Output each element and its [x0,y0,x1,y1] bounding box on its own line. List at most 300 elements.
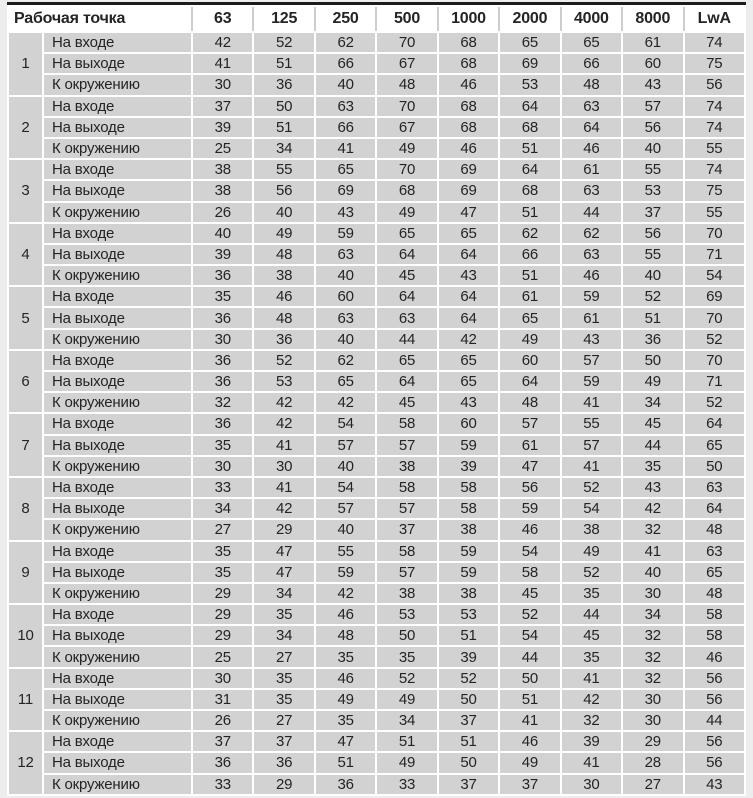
value-cell: 52 [439,669,498,688]
value-cell: 37 [623,203,682,222]
value-cell: 42 [254,499,313,518]
value-cell: 29 [193,605,252,624]
value-cell: 64 [500,372,559,391]
value-cell: 39 [193,118,252,137]
header-row [9,7,744,31]
row-label: К окружению [44,330,191,349]
row-label: К окружению [44,203,191,222]
value-cell: 37 [500,775,559,794]
value-cell: 45 [500,584,559,603]
row-label: К окружению [44,75,191,94]
header-frequency: 1000 [439,7,498,31]
value-cell: 57 [500,414,559,433]
value-cell: 68 [439,97,498,116]
table-row [9,97,744,116]
row-label: На выходе [44,181,191,200]
value-cell: 68 [439,118,498,137]
value-cell: 54 [562,499,621,518]
value-cell: 55 [254,160,313,179]
row-label: На входе [44,732,191,751]
value-cell: 74 [685,160,745,179]
value-cell: 59 [562,372,621,391]
value-cell: 40 [316,266,375,285]
value-cell: 36 [254,75,313,94]
value-cell: 33 [193,478,252,497]
value-cell: 48 [377,75,436,94]
header-frequency: 4000 [562,7,621,31]
value-cell: 46 [685,647,745,666]
value-cell: 71 [685,372,745,391]
value-cell: 54 [316,414,375,433]
operating-point-number: 6 [9,351,42,413]
value-cell: 51 [254,54,313,73]
value-cell: 32 [623,647,682,666]
value-cell: 63 [562,97,621,116]
value-cell: 53 [377,605,436,624]
value-cell: 30 [623,584,682,603]
value-cell: 75 [685,181,745,200]
value-cell: 43 [623,478,682,497]
row-label: К окружению [44,457,191,476]
value-cell: 56 [685,690,745,709]
row-label: На выходе [44,753,191,772]
value-cell: 57 [316,436,375,455]
value-cell: 68 [500,181,559,200]
value-cell: 74 [685,33,745,52]
value-cell: 30 [623,711,682,730]
header-frequency: 125 [254,7,313,31]
value-cell: 61 [562,308,621,327]
value-cell: 47 [439,203,498,222]
value-cell: 49 [316,690,375,709]
value-cell: 25 [193,647,252,666]
value-cell: 42 [439,330,498,349]
value-cell: 74 [685,97,745,116]
value-cell: 26 [193,711,252,730]
value-cell: 70 [685,224,745,243]
row-label: На входе [44,605,191,624]
value-cell: 35 [316,647,375,666]
value-cell: 39 [439,647,498,666]
table-row [9,414,744,433]
table-row [9,372,744,391]
table-row [9,669,744,688]
value-cell: 34 [254,584,313,603]
value-cell: 64 [439,308,498,327]
value-cell: 54 [685,266,745,285]
value-cell: 49 [377,690,436,709]
value-cell: 36 [193,372,252,391]
row-label: На выходе [44,54,191,73]
value-cell: 65 [685,563,745,582]
value-cell: 43 [685,775,745,794]
value-cell: 59 [439,436,498,455]
table-row [9,563,744,582]
value-cell: 55 [623,160,682,179]
value-cell: 30 [193,669,252,688]
value-cell: 63 [685,542,745,561]
value-cell: 65 [377,351,436,370]
value-cell: 58 [685,605,745,624]
value-cell: 29 [623,732,682,751]
table-row [9,330,744,349]
value-cell: 63 [316,308,375,327]
value-cell: 50 [254,97,313,116]
table-row [9,139,744,158]
value-cell: 36 [193,753,252,772]
value-cell: 64 [377,287,436,306]
value-cell: 52 [562,478,621,497]
value-cell: 40 [193,224,252,243]
value-cell: 32 [623,669,682,688]
value-cell: 35 [254,690,313,709]
value-cell: 59 [316,224,375,243]
value-cell: 51 [623,308,682,327]
value-cell: 46 [500,732,559,751]
value-cell: 74 [685,118,745,137]
value-cell: 30 [254,457,313,476]
table-row [9,690,744,709]
value-cell: 71 [685,245,745,264]
value-cell: 52 [500,605,559,624]
value-cell: 39 [562,732,621,751]
value-cell: 34 [623,605,682,624]
table-row [9,711,744,730]
value-cell: 27 [623,775,682,794]
value-cell: 30 [623,690,682,709]
value-cell: 41 [623,542,682,561]
table-row [9,224,744,243]
table-row [9,308,744,327]
value-cell: 55 [623,245,682,264]
value-cell: 54 [500,626,559,645]
value-cell: 29 [254,775,313,794]
table-row [9,33,744,52]
value-cell: 70 [685,351,745,370]
value-cell: 39 [193,245,252,264]
row-label: К окружению [44,393,191,412]
value-cell: 38 [439,520,498,539]
value-cell: 50 [685,457,745,476]
value-cell: 48 [254,245,313,264]
value-cell: 50 [623,351,682,370]
table-row [9,626,744,645]
value-cell: 44 [562,605,621,624]
value-cell: 64 [685,499,745,518]
value-cell: 51 [254,118,313,137]
value-cell: 30 [562,775,621,794]
value-cell: 66 [562,54,621,73]
operating-point-number: 4 [9,224,42,286]
value-cell: 35 [254,669,313,688]
value-cell: 41 [562,393,621,412]
value-cell: 43 [439,393,498,412]
value-cell: 52 [562,563,621,582]
value-cell: 65 [377,224,436,243]
row-label: На выходе [44,308,191,327]
value-cell: 69 [500,54,559,73]
table-row [9,436,744,455]
value-cell: 42 [193,33,252,52]
value-cell: 38 [439,584,498,603]
value-cell: 64 [500,97,559,116]
value-cell: 41 [316,139,375,158]
value-cell: 45 [562,626,621,645]
value-cell: 40 [316,457,375,476]
value-cell: 54 [316,478,375,497]
operating-point-number: 9 [9,542,42,604]
value-cell: 35 [377,647,436,666]
value-cell: 42 [562,690,621,709]
value-cell: 41 [500,711,559,730]
value-cell: 52 [377,669,436,688]
value-cell: 32 [623,626,682,645]
value-cell: 37 [193,732,252,751]
value-cell: 50 [377,626,436,645]
table-row [9,753,744,772]
value-cell: 40 [623,139,682,158]
value-cell: 62 [316,351,375,370]
value-cell: 69 [439,160,498,179]
value-cell: 35 [193,436,252,455]
value-cell: 56 [254,181,313,200]
table-row [9,584,744,603]
table-row [9,181,744,200]
operating-point-number: 8 [9,478,42,540]
value-cell: 42 [623,499,682,518]
value-cell: 58 [685,626,745,645]
operating-point-number: 3 [9,160,42,222]
value-cell: 46 [439,75,498,94]
value-cell: 49 [562,542,621,561]
value-cell: 59 [562,287,621,306]
value-cell: 49 [623,372,682,391]
header-frequency: 2000 [500,7,559,31]
value-cell: 29 [254,520,313,539]
value-cell: 41 [562,753,621,772]
value-cell: 58 [439,478,498,497]
value-cell: 68 [439,33,498,52]
value-cell: 35 [193,563,252,582]
value-cell: 40 [254,203,313,222]
row-label: На выходе [44,563,191,582]
value-cell: 49 [377,139,436,158]
value-cell: 37 [193,97,252,116]
value-cell: 52 [254,33,313,52]
value-cell: 53 [500,75,559,94]
value-cell: 63 [562,245,621,264]
value-cell: 68 [500,118,559,137]
value-cell: 38 [193,160,252,179]
value-cell: 32 [193,393,252,412]
row-label: На входе [44,478,191,497]
value-cell: 41 [562,669,621,688]
value-cell: 46 [316,605,375,624]
value-cell: 38 [193,181,252,200]
value-cell: 68 [377,181,436,200]
value-cell: 30 [193,330,252,349]
value-cell: 69 [439,181,498,200]
value-cell: 35 [316,711,375,730]
value-cell: 33 [193,775,252,794]
header-frequency: 63 [193,7,252,31]
value-cell: 57 [377,563,436,582]
value-cell: 66 [316,54,375,73]
table-body [9,33,744,794]
value-cell: 34 [193,499,252,518]
value-cell: 40 [623,266,682,285]
value-cell: 30 [193,457,252,476]
value-cell: 53 [254,372,313,391]
row-label: К окружению [44,584,191,603]
value-cell: 67 [377,54,436,73]
header-operating-point: Рабочая точка [9,7,191,31]
table-row [9,520,744,539]
value-cell: 35 [623,457,682,476]
value-cell: 47 [254,563,313,582]
value-cell: 69 [685,287,745,306]
value-cell: 65 [500,308,559,327]
value-cell: 31 [193,690,252,709]
row-label: На выходе [44,436,191,455]
row-label: На входе [44,669,191,688]
row-label: На входе [44,287,191,306]
value-cell: 51 [500,139,559,158]
value-cell: 55 [316,542,375,561]
operating-point-number: 12 [9,732,42,794]
row-label: К окружению [44,520,191,539]
value-cell: 64 [562,118,621,137]
value-cell: 30 [193,75,252,94]
value-cell: 44 [685,711,745,730]
value-cell: 35 [193,287,252,306]
value-cell: 46 [439,139,498,158]
row-label: К окружению [44,647,191,666]
value-cell: 57 [377,499,436,518]
value-cell: 64 [685,414,745,433]
value-cell: 46 [254,287,313,306]
value-cell: 40 [623,563,682,582]
value-cell: 58 [377,542,436,561]
table-row [9,478,744,497]
value-cell: 44 [500,647,559,666]
value-cell: 50 [439,690,498,709]
header-frequency: LwA [685,7,745,31]
value-cell: 28 [623,753,682,772]
value-cell: 56 [623,224,682,243]
value-cell: 25 [193,139,252,158]
table-row [9,287,744,306]
value-cell: 64 [439,245,498,264]
value-cell: 62 [562,224,621,243]
value-cell: 48 [562,75,621,94]
value-cell: 51 [316,753,375,772]
table-row [9,732,744,751]
value-cell: 33 [377,775,436,794]
table-row [9,203,744,222]
value-cell: 51 [500,690,559,709]
value-cell: 36 [193,266,252,285]
value-cell: 49 [254,224,313,243]
value-cell: 65 [685,436,745,455]
value-cell: 65 [439,224,498,243]
value-cell: 45 [377,266,436,285]
value-cell: 47 [254,542,313,561]
table-row [9,266,744,285]
operating-point-number: 1 [9,33,42,95]
value-cell: 37 [439,775,498,794]
table-row [9,393,744,412]
row-label: К окружению [44,266,191,285]
value-cell: 37 [254,732,313,751]
value-cell: 69 [316,181,375,200]
table-row [9,351,744,370]
value-cell: 51 [439,626,498,645]
value-cell: 34 [377,711,436,730]
value-cell: 29 [193,626,252,645]
value-cell: 56 [685,75,745,94]
value-cell: 55 [562,414,621,433]
value-cell: 53 [623,181,682,200]
value-cell: 66 [500,245,559,264]
value-cell: 61 [500,436,559,455]
value-cell: 51 [500,266,559,285]
table-row [9,118,744,137]
row-label: На входе [44,542,191,561]
operating-point-number: 10 [9,605,42,667]
value-cell: 58 [439,499,498,518]
value-cell: 51 [377,732,436,751]
value-cell: 37 [439,711,498,730]
value-cell: 32 [562,711,621,730]
value-cell: 68 [439,54,498,73]
value-cell: 56 [685,753,745,772]
row-label: На входе [44,33,191,52]
row-label: К окружению [44,775,191,794]
value-cell: 57 [562,351,621,370]
value-cell: 54 [500,542,559,561]
value-cell: 61 [500,287,559,306]
value-cell: 41 [193,54,252,73]
value-cell: 60 [316,287,375,306]
header-frequency: 250 [316,7,375,31]
value-cell: 38 [254,266,313,285]
row-label: На выходе [44,499,191,518]
table-row [9,647,744,666]
value-cell: 65 [439,351,498,370]
value-cell: 66 [316,118,375,137]
value-cell: 64 [439,287,498,306]
value-cell: 27 [254,647,313,666]
value-cell: 61 [623,33,682,52]
value-cell: 49 [377,753,436,772]
table-row [9,775,744,794]
value-cell: 63 [685,478,745,497]
value-cell: 57 [562,436,621,455]
value-cell: 42 [316,393,375,412]
value-cell: 70 [377,160,436,179]
table-row [9,499,744,518]
value-cell: 35 [193,542,252,561]
value-cell: 70 [377,33,436,52]
value-cell: 52 [685,330,745,349]
value-cell: 43 [316,203,375,222]
value-cell: 44 [562,203,621,222]
sound-level-table [7,2,746,796]
value-cell: 27 [193,520,252,539]
table-row [9,542,744,561]
value-cell: 75 [685,54,745,73]
